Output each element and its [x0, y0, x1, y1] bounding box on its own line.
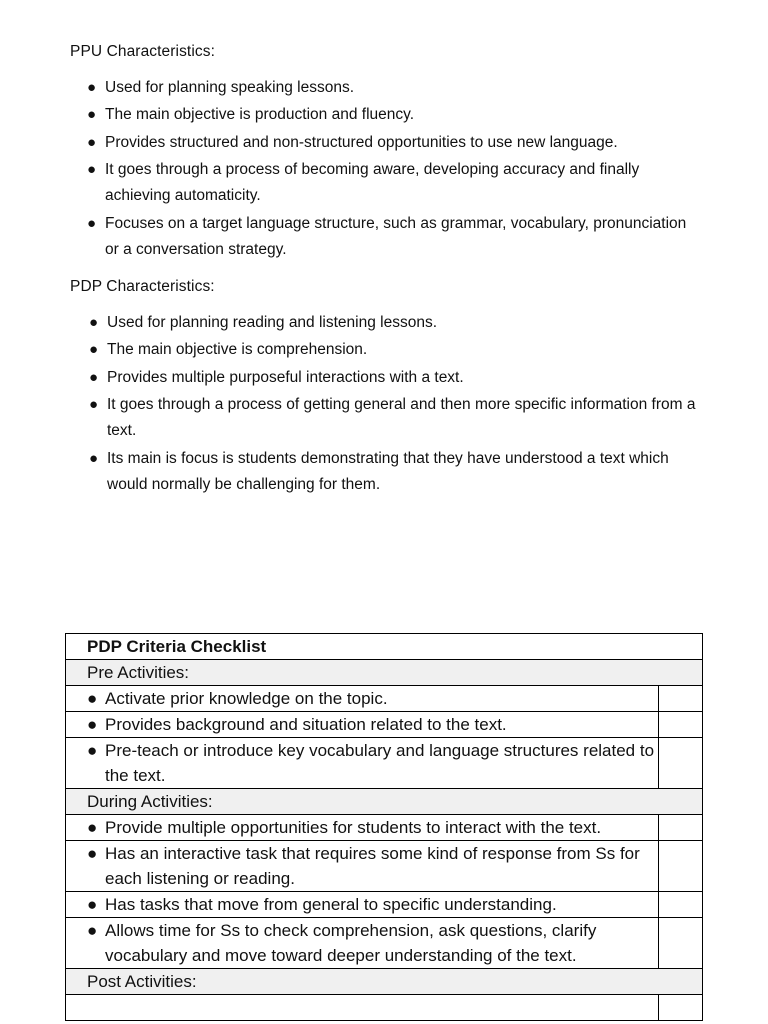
list-item	[86, 392, 706, 445]
list-item	[86, 446, 706, 499]
list-item-text: Provides multiple purposeful interactions with a text.	[107, 368, 464, 386]
list-item-text: It goes through a process of getting general and then more specific information from a text.	[107, 395, 696, 440]
table-title: PDP Criteria Checklist	[66, 634, 703, 660]
list-item-text: The main objective is production and fluency.	[105, 106, 415, 124]
criteria-cell	[66, 738, 659, 789]
bullet-icon: ●	[87, 160, 97, 178]
list-item-text: The main objective is comprehension.	[107, 341, 368, 359]
bullet-icon: ●	[87, 689, 98, 708]
checkbox-cell[interactable]	[659, 686, 703, 712]
list-item-text: Used for planning speaking lessons.	[105, 79, 355, 96]
list-item-text: Focuses on a target language structure, such as grammar, vocabulary, pronunciation or a conversation strategy.	[105, 214, 687, 259]
list-item	[86, 337, 706, 364]
pdp-list	[86, 310, 706, 499]
bullet-icon: ●	[87, 106, 97, 124]
list-item-text: Provides structured and non-structured opportunities to use new language.	[105, 133, 618, 151]
list-item-text: It goes through a process of becoming aware, developing accuracy and finally achieving automaticity.	[105, 160, 640, 205]
checkbox-cell[interactable]	[659, 712, 703, 738]
table-row	[66, 841, 703, 892]
table-row	[66, 918, 703, 969]
table-row	[66, 892, 703, 918]
checkbox-cell[interactable]	[659, 995, 703, 1021]
criteria-text: Has an interactive task that requires some kind of response from Ss for each listening or reading.	[105, 844, 640, 888]
list-item	[86, 310, 706, 337]
list-item	[84, 75, 704, 102]
phase-row-pre	[66, 660, 703, 686]
phase-row-post	[66, 969, 703, 995]
checkbox-cell[interactable]	[659, 815, 703, 841]
bullet-icon: ●	[89, 341, 99, 359]
table-row	[66, 995, 703, 1021]
list-item	[84, 157, 704, 210]
bullet-icon: ●	[87, 844, 98, 863]
bullet-icon: ●	[89, 449, 99, 467]
bullet-icon: ●	[89, 314, 99, 331]
bullet-icon: ●	[87, 133, 97, 151]
criteria-text: Allows time for Ss to check comprehension, ask questions, clarify vocabulary and move toward deeper understanding of the text.	[105, 921, 597, 965]
pdp-heading: PDP Characteristics:	[70, 278, 215, 295]
checkbox-cell[interactable]	[659, 918, 703, 969]
phase-row-during	[66, 789, 703, 815]
bullet-icon: ●	[87, 741, 98, 760]
criteria-cell	[66, 892, 659, 918]
criteria-cell	[66, 995, 659, 1021]
table-row	[66, 738, 703, 789]
bullet-icon: ●	[87, 214, 97, 232]
criteria-text: Activate prior knowledge on the topic.	[105, 689, 388, 708]
ppu-heading: PPU Characteristics:	[70, 43, 215, 60]
phase-label-pre: Pre Activities:	[66, 660, 703, 686]
checkbox-cell[interactable]	[659, 738, 703, 789]
table-row	[66, 712, 703, 738]
bullet-icon: ●	[87, 921, 98, 940]
checkbox-cell[interactable]	[659, 892, 703, 918]
criteria-cell	[66, 815, 659, 841]
table-title-row	[66, 634, 703, 660]
bullet-icon: ●	[87, 818, 98, 837]
table-row	[66, 815, 703, 841]
list-item	[84, 130, 704, 157]
table-row	[66, 686, 703, 712]
criteria-cell	[66, 686, 659, 712]
criteria-cell	[66, 712, 659, 738]
checkbox-cell[interactable]	[659, 841, 703, 892]
phase-label-during: During Activities:	[66, 789, 703, 815]
criteria-text: Provides background and situation related to the text.	[105, 715, 507, 734]
criteria-text: Pre-teach or introduce key vocabulary and language structures related to the text.	[105, 741, 655, 785]
ppu-list	[84, 75, 704, 264]
list-item-text: Its main is focus is students demonstrating that they have understood a text which would normally be challenging for them.	[107, 449, 669, 494]
criteria-text: Provide multiple opportunities for students to interact with the text.	[105, 818, 602, 837]
list-item	[84, 102, 704, 129]
bullet-icon: ●	[89, 368, 99, 386]
bullet-icon: ●	[87, 79, 97, 96]
list-item-text: Used for planning reading and listening lessons.	[107, 314, 438, 331]
criteria-cell	[66, 918, 659, 969]
list-item	[86, 365, 706, 392]
bullet-icon: ●	[89, 395, 99, 413]
criteria-cell	[66, 841, 659, 892]
list-item	[84, 211, 704, 264]
criteria-text: Has tasks that move from general to specific understanding.	[105, 895, 557, 914]
bullet-icon: ●	[87, 715, 98, 734]
phase-label-post: Post Activities:	[66, 969, 703, 995]
bullet-icon: ●	[87, 895, 98, 914]
pdp-criteria-checklist-table	[65, 633, 703, 1021]
